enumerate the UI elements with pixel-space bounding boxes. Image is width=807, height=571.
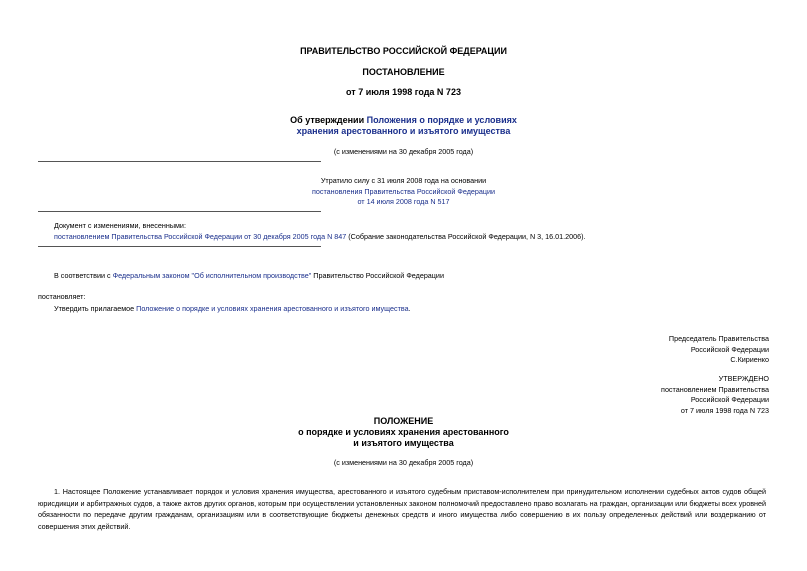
approved-line3: Российской Федерации [690, 395, 769, 404]
expired-link1[interactable]: постановления Правительства Российской Федерации [311, 186, 496, 196]
expired-link2[interactable]: от 14 июля 2008 года N 517 [357, 197, 450, 206]
approve-suffix: . [408, 304, 411, 313]
amended-block [54, 220, 586, 242]
doc-date-heading: от 7 июля 1998 года N 723 [346, 87, 461, 97]
preamble-suffix: Правительство Российской Федерации [311, 271, 444, 280]
title-link-line1[interactable]: Положения о порядке и условиях [366, 115, 517, 125]
approve-line [54, 304, 411, 313]
approved-block [661, 374, 769, 416]
amended-source: (Собрание законодательства Российской Федерации, N 3, 16.01.2006). [346, 232, 586, 241]
regulation-title-line2: о порядке и условиях хранения арестованного [298, 427, 509, 437]
amended-label: Документ с изменениями, внесенными: [54, 221, 186, 230]
doc-type-heading: ПОСТАНОВЛЕНИЕ [362, 67, 445, 77]
changes-note: (с изменениями на 30 декабря 2005 года) [333, 147, 474, 156]
approve-prefix: Утвердить прилагаемое [54, 304, 137, 313]
decrees-word: постановляет: [38, 292, 86, 301]
regulation-title-line1: ПОЛОЖЕНИЕ [373, 416, 434, 426]
approved-line4: от 7 июля 1998 года N 723 [680, 405, 769, 415]
regulation-changes-note: (с изменениями на 30 декабря 2005 года) [333, 458, 474, 467]
preamble [54, 271, 444, 280]
regulation-title-line3: и изъятого имущества [353, 438, 454, 448]
expired-notice [0, 176, 807, 208]
title-prefix: Об утверждении [290, 115, 367, 125]
signature-line2: Российской Федерации [690, 344, 769, 354]
divider-2 [38, 211, 321, 212]
divider-1 [38, 161, 321, 162]
regulation-title [0, 416, 807, 449]
preamble-prefix: В соответствии с [54, 271, 113, 280]
signature-block [669, 334, 769, 366]
approve-link[interactable]: Положение о порядке и условиях хранения арестованного и изъятого имущества [136, 304, 409, 313]
approved-line2: постановлением Правительства [661, 384, 769, 394]
approved-line1: УТВЕРЖДЕНО [718, 374, 769, 383]
signature-line1: Председатель Правительства [668, 334, 769, 343]
document-title [0, 115, 807, 137]
preamble-link[interactable]: Федеральным законом "Об исполнительном производстве" [112, 271, 312, 280]
regulation-paragraph-1: 1. Настоящее Положение устанавливает порядок и условия хранения имущества, арестованного и изъятого судебным приставом-исполнителем при принудительном исполнении судебных актов судов общей юрисдикции и арбитражных судов, а также актов других органов, которым при осуществлении установленных законом полномочий предоставлено право возлагать на граждан, организации или бюджеты всех уровней обязанности по передаче другим гражданам, организациям или в соответствующие бюджеты денежных средств и иного имущества либо совершению в их пользу определенных действий или воздержанию от совершения этих действий. [38, 487, 766, 531]
title-link-line2[interactable]: хранения арестованного и изъятого имущества [296, 126, 511, 136]
amended-link[interactable]: постановлением Правительства Российской Федерации от 30 декабря 2005 года N 847 [54, 232, 347, 241]
expired-line1: Утратило силу с 31 июля 2008 года на основании [320, 176, 487, 185]
government-heading: ПРАВИТЕЛЬСТВО РОССИЙСКОЙ ФЕДЕРАЦИИ [300, 46, 507, 56]
signature-line3: С.Кириенко [730, 355, 769, 364]
divider-3 [38, 246, 321, 247]
